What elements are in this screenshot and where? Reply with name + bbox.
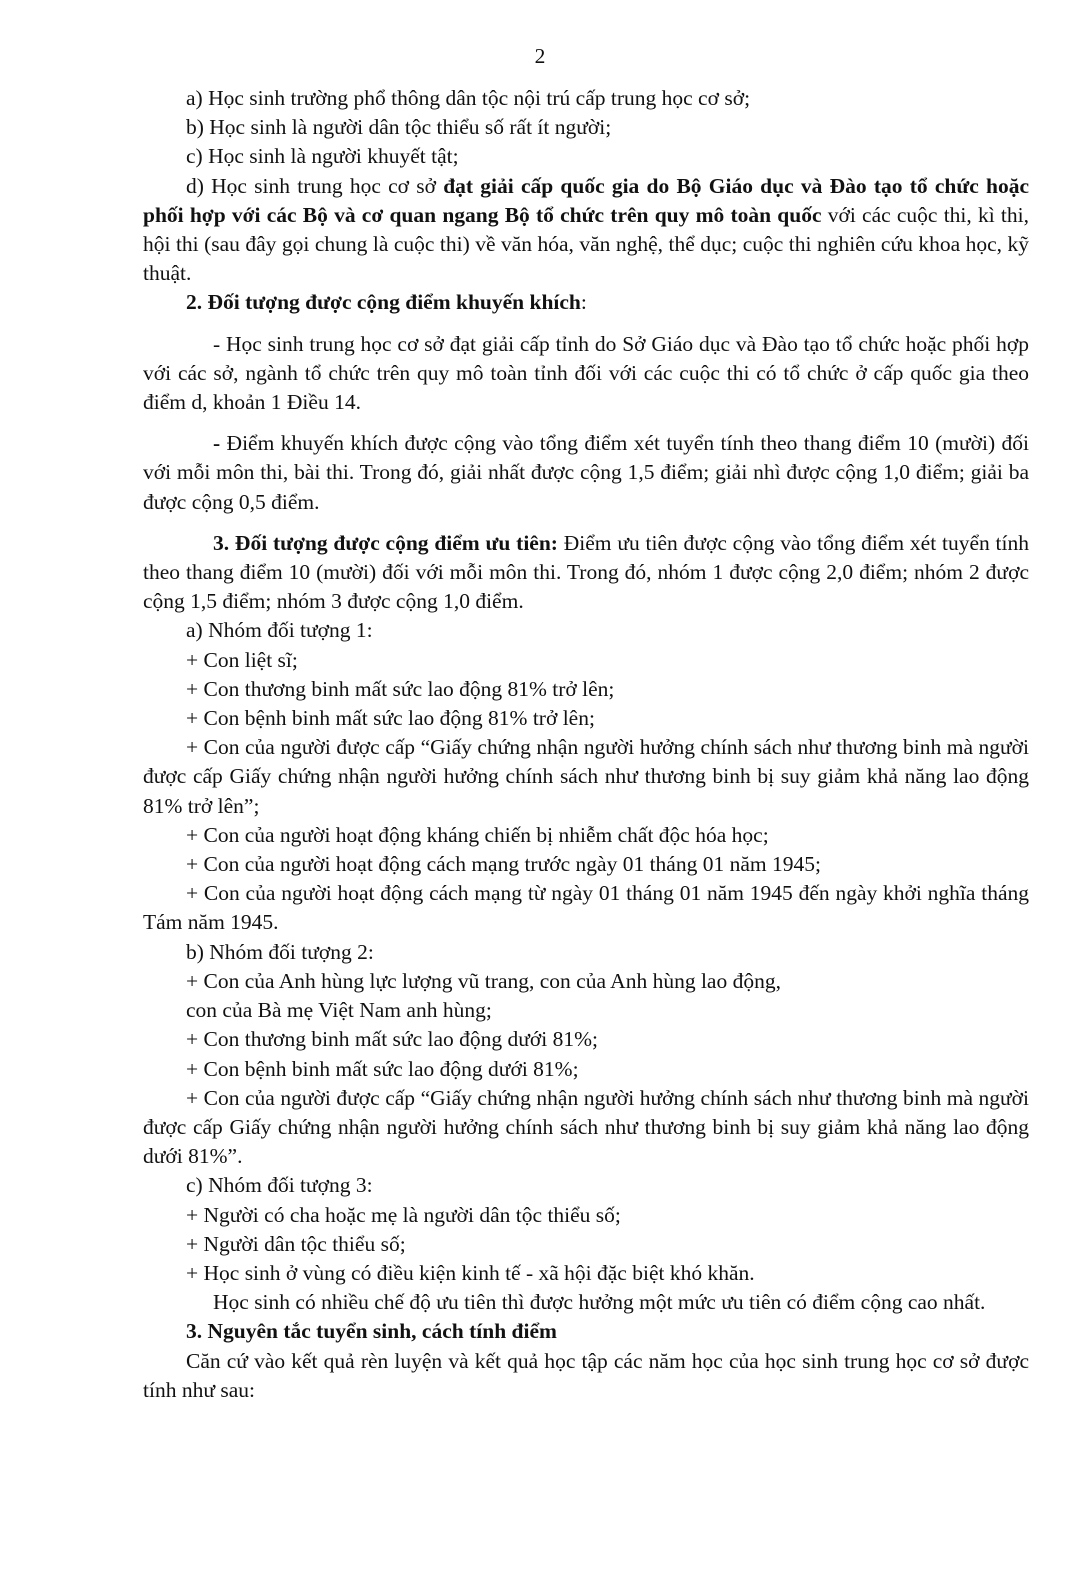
group-1-item: + Con của người hoạt động kháng chiến bị nhiễm chất độc hóa học; [186,822,769,847]
section-2-paragraph-2-dash: - [213,431,221,456]
section-4-heading [143,1317,1029,1346]
section-4-paragraph: Căn cứ vào kết quả rèn luyện và kết quả học tập các năm học của học sinh trung học cơ sở được tính như sau: [143,1348,1029,1402]
list-item-a: a) Học sinh trường phổ thông dân tộc nội trú cấp trung học cơ sở; [186,86,751,110]
group-2-item: + Con thương binh mất sức lao động dưới 81%; [186,1027,599,1052]
section-2-paragraph-1: - Học sinh trung học cơ sở đạt giải cấp tỉnh do Sở Giáo dục và Đào tạo tổ chức hoặc phối hợp với các sở, ngành tổ chức trên quy mô toàn tỉnh đối với các cuộc thi có tổ chức ở cấp quốc gia theo điểm d, khoản 1 Điều 14. [143,331,1029,415]
group-3-title: c) Nhóm đối tượng 3: [186,1173,373,1198]
group-2-item: + Con của Anh hùng lực lượng vũ trang, con của Anh hùng lao động, [186,968,781,993]
section-4-heading-text: 3. Nguyên tắc tuyển sinh, cách tính điểm [186,1319,557,1344]
list-item-c: c) Học sinh là người khuyết tật; [186,144,459,169]
section-2-paragraph-2 [143,429,1029,517]
group-1-item: + Con bệnh binh mất sức lao động 81% trở lên; [186,706,595,731]
document-body [143,84,1029,1405]
group-2-title: b) Nhóm đối tượng 2: [186,939,374,964]
section-3-intro-text: Điểm ưu tiên được cộng vào tổng điểm xét tuyển tính theo thang điểm 10 (mười) đối với mỗi môn thi. Trong đó, nhóm 1 được cộng 2,0 điểm; nhóm 2 được cộng 1,5 điểm; nhóm 3 được cộng 1,0 điểm. [143,530,1029,614]
section-3-heading: 3. Đối tượng được cộng điểm ưu tiên: [213,530,558,555]
list-item-d-prefix: d) Học sinh trung học cơ sở [186,173,444,198]
group-1-item: + Con của người hoạt động cách mạng trước ngày 01 tháng 01 năm 1945; [186,852,821,877]
list-item-b: b) Học sinh là người dân tộc thiểu số rất ít người; [186,115,612,140]
group-1-item: + Con liệt sĩ; [186,647,298,672]
group-2-item: con của Bà mẹ Việt Nam anh hùng; [186,998,492,1023]
section-2-heading-colon: : [580,290,587,315]
group-3-item: + Người dân tộc thiểu số; [186,1231,406,1256]
section-3-intro [143,529,1029,617]
group-1-title: a) Nhóm đối tượng 1: [186,618,373,643]
list-item-d [143,172,1029,289]
group-1-item: + Con thương binh mất sức lao động 81% trở lên; [186,676,615,701]
list-item-d-suffix: với các cuộc thi, kì thi, hội thi (sau đây gọi chung là cuộc thi) về văn hóa, văn nghệ, thể dục; cuộc thi nghiên cứu khoa học, kỹ thuật. [143,202,1029,286]
section-3-closing: Học sinh có nhiều chế độ ưu tiên thì được hưởng một mức ưu tiên có điểm cộng cao nhất. [213,1290,986,1315]
group-2-item: + Con của người được cấp “Giấy chứng nhận người hưởng chính sách như thương binh mà người được cấp Giấy chứng nhận người hưởng chính sách như thương binh bị suy giảm khả năng lao động dưới 81%”. [143,1085,1029,1169]
group-1-item: + Con của người hoạt động cách mạng từ ngày 01 tháng 01 năm 1945 đến ngày khởi nghĩa tháng Tám năm 1945. [143,881,1029,935]
page-number: 2 [534,44,546,68]
section-2-paragraph-2-text: Điểm khuyến khích được cộng vào tổng điểm xét tuyển tính theo thang điểm 10 (mười) đối với mỗi môn thi, bài thi. Trong đó, giải nhất được cộng 1,5 điểm; giải nhì được cộng 1,0 điểm; giải ba được cộng 0,5 điểm. [143,431,1029,514]
group-3-item: + Học sinh ở vùng có điều kiện kinh tế - xã hội đặc biệt khó khăn. [186,1260,755,1285]
list-item-d-bold: đạt giải cấp quốc gia do Bộ Giáo dục và Đào tạo tổ chức hoặc phối hợp với các Bộ và cơ quan ngang Bộ tổ chức trên quy mô toàn quốc [143,173,1029,227]
group-1-item: + Con của người được cấp “Giấy chứng nhận người hưởng chính sách như thương binh mà người được cấp Giấy chứng nhận người hưởng chính sách như thương binh bị suy giảm khả năng lao động 81% trở lên”; [143,735,1029,818]
group-2-item: + Con bệnh binh mất sức lao động dưới 81%; [186,1056,579,1081]
section-2-heading [143,288,1029,317]
group-3-item: + Người có cha hoặc mẹ là người dân tộc thiểu số; [186,1202,621,1227]
section-2-heading-text: 2. Đối tượng được cộng điểm khuyến khích [186,290,581,315]
